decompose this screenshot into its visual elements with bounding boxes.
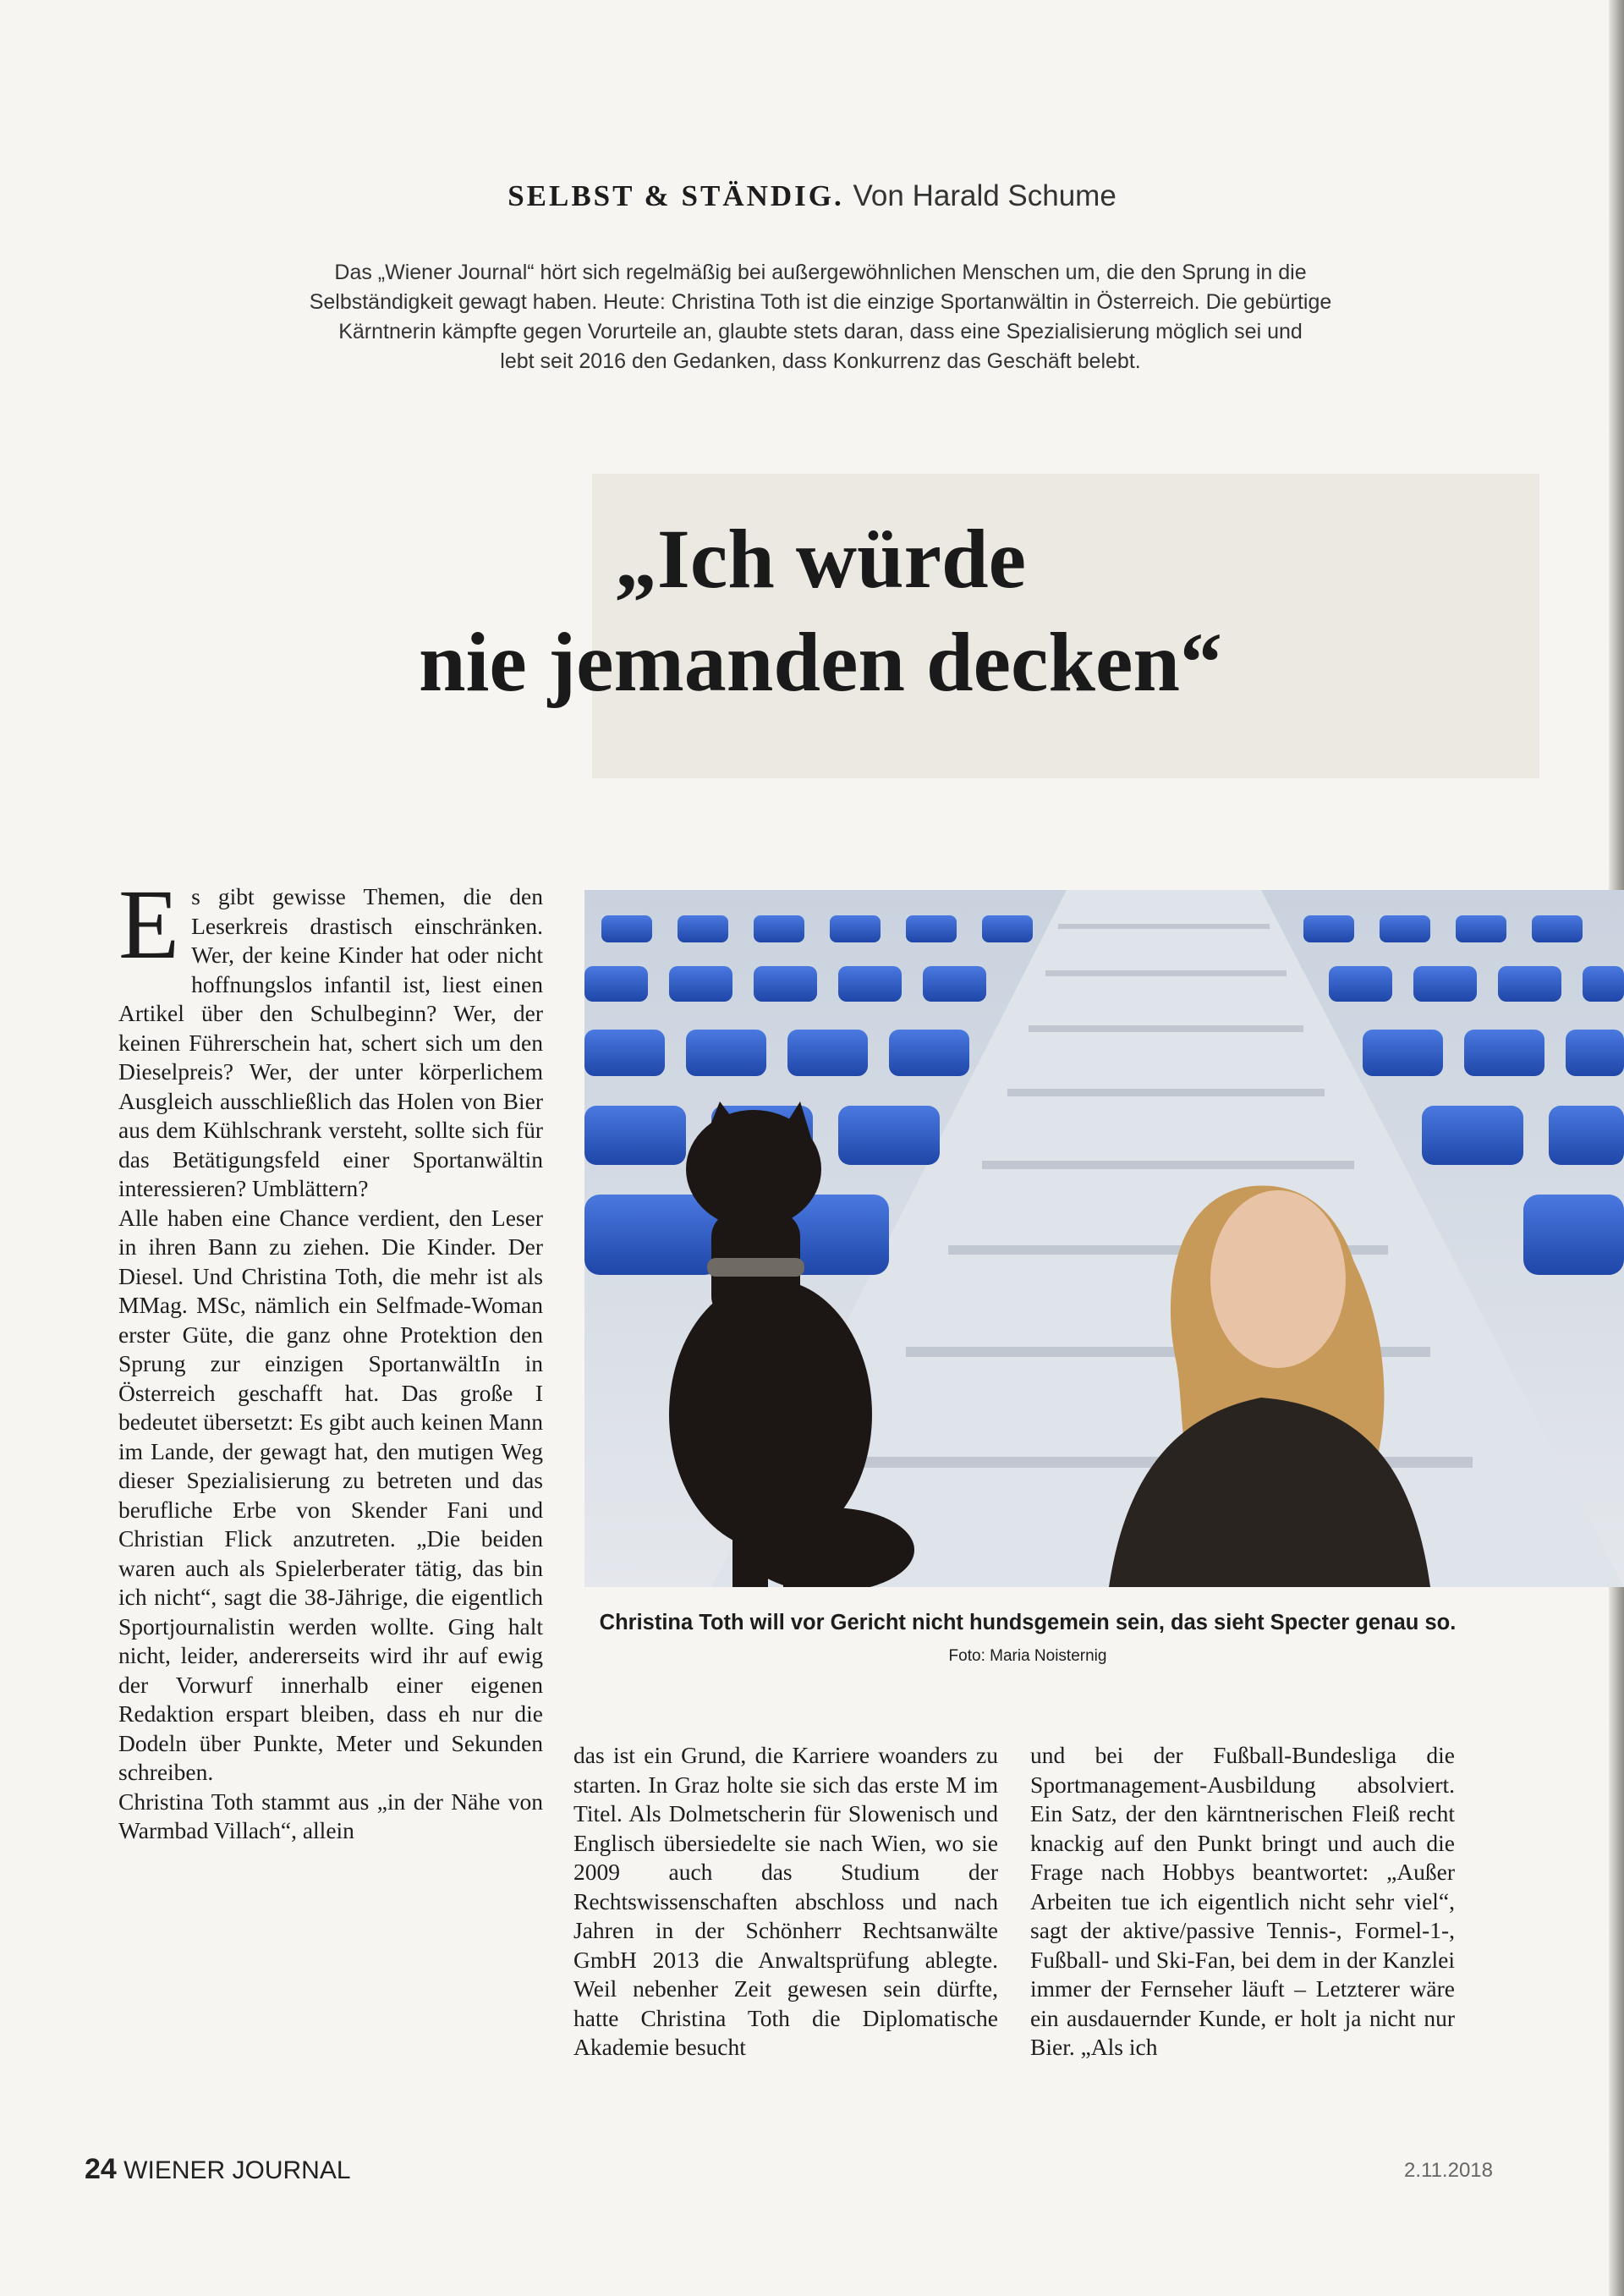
- headline: [254, 508, 1387, 714]
- paragraph: das ist ein Grund, die Karriere woanders zu starten. In Graz holte sie sich das erste M im Titel. Als Dolmetscherin für Slowenisch und Englisch übersiedelte sie nach Wien, wo sie 2009 auch das Studium der Rechtswissenschaften abschloss und nach Jahren in der Schönherr Rechtsanwälte GmbH 2013 die Anwaltsprüfung ablegte. Weil nebenher Zeit gewesen sein dürfte, hatte Christina Toth die Diplomatische Akademie besucht: [573, 1742, 998, 2060]
- dog-collar: [707, 1258, 804, 1277]
- kicker-author: Von Harald Schume: [853, 179, 1116, 212]
- paragraph: Alle haben eine Chance verdient, den Leser in ihren Bann zu ziehen. Die Kinder. Der Diesel. Und Christina Toth, die mehr ist als MMag. MSc, nämlich ein Selfmade-Woman erster Güte, die ganz ohne Protektion den Sprung zur einzigen SportanwältIn in Österreich geschafft hat. Das große I bedeutet übersetzt: Es gibt auch keinen Mann im Lande, der gewagt hat, den mutigen Weg dieser Spezialisierung zu betreten und das berufliche Erbe von Skender Fani und Christian Flick anzutreten. „Die beiden waren auch als Spielerberater tätig, das bin ich nicht“, sagt die 38-Jährige, die eigentlich Sportjournalistin werden wollte. Ging halt nicht, leider, andererseits wird ihr auf ewig der Vorwurf innerhalb einer eigenen Redaktion erspart bleiben, dass eh nur die Dodeln über Punkte, Meter und Sekunden schreiben.: [118, 1204, 543, 1785]
- kicker: [0, 179, 1624, 213]
- drop-cap: E: [118, 869, 180, 980]
- intro-line: Das „Wiener Journal“ hört sich regelmäßig bei außergewöhnlichen Menschen um, die den Sprung in die: [334, 261, 1307, 284]
- paragraph-text: s gibt gewisse Themen, die den Leserkreis drastisch einschränken. Wer, der keine Kinder hat oder nicht hoffnungslos infantil ist, liest einen Artikel über den Schulbeginn? Wer, der keinen Führerschein hat, schert sich um den Dieselpreis? Wer, der unter körperlichem Ausgleich ausschließlich das Holen von Bier aus dem Kühlschrank versteht, sollte sich für das Betätigungsfeld einer Sportanwältin interessieren? Umblättern?: [118, 883, 543, 1201]
- page-number: 24: [85, 2153, 117, 2185]
- footer-folio: [85, 2153, 351, 2186]
- photo-caption: [584, 1607, 1472, 1672]
- article-column-3: [1030, 1741, 1455, 2063]
- issue-date: 2.11.2018: [1404, 2159, 1493, 2182]
- magazine-name: WIENER JOURNAL: [123, 2156, 351, 2184]
- intro-text: [237, 258, 1404, 376]
- paragraph: und bei der Fußball-Bundesliga die Sportmanagement-Ausbildung absolviert. Ein Satz, der den kärntnerischen Fleiß recht knackig auf den Punkt bringt und auch die Frage nach Hobbys beantwortet: „Außer Arbeiten tue ich eigentlich nicht sehr viel“, sagt der aktive/passive Tennis-, Formel-1-, Fußball- und Ski-Fan, bei dem in der Kanzlei immer der Fernseher läuft – Letzterer wäre ein ausdauernder Kunde, er holt ja nicht nur Bier. „Als ich: [1030, 1742, 1455, 2060]
- intro-line: Kärntnerin kämpfte gegen Vorurteile an, glaubte stets daran, dass eine Spezialisierung möglich sei und: [338, 320, 1303, 343]
- caption-text: Christina Toth will vor Gericht nicht hundsgemein sein, das sieht Specter genau so.: [599, 1611, 1457, 1634]
- headline-line-1: „Ich würde: [614, 512, 1027, 606]
- stadium-photo: [584, 890, 1624, 1587]
- intro-line: Selbständigkeit gewagt haben. Heute: Christina Toth ist die einzige Sportanwältin in Österreich. Die gebürtige: [309, 290, 1332, 314]
- kicker-title: SELBST & STÄNDIG.: [508, 179, 844, 212]
- article-column-2: [573, 1741, 998, 2063]
- paragraph: [118, 869, 543, 1204]
- photo-credit: Foto: Maria Noisternig: [948, 1647, 1107, 1665]
- paragraph: Christina Toth stammt aus „in der Nähe von Warmbad Villach“, allein: [118, 1788, 543, 1843]
- headline-line-2: nie jemanden decken“: [419, 615, 1222, 709]
- article-column-1: [118, 869, 543, 1846]
- intro-line: lebt seit 2016 den Gedanken, dass Konkurrenz das Geschäft belebt.: [500, 349, 1141, 373]
